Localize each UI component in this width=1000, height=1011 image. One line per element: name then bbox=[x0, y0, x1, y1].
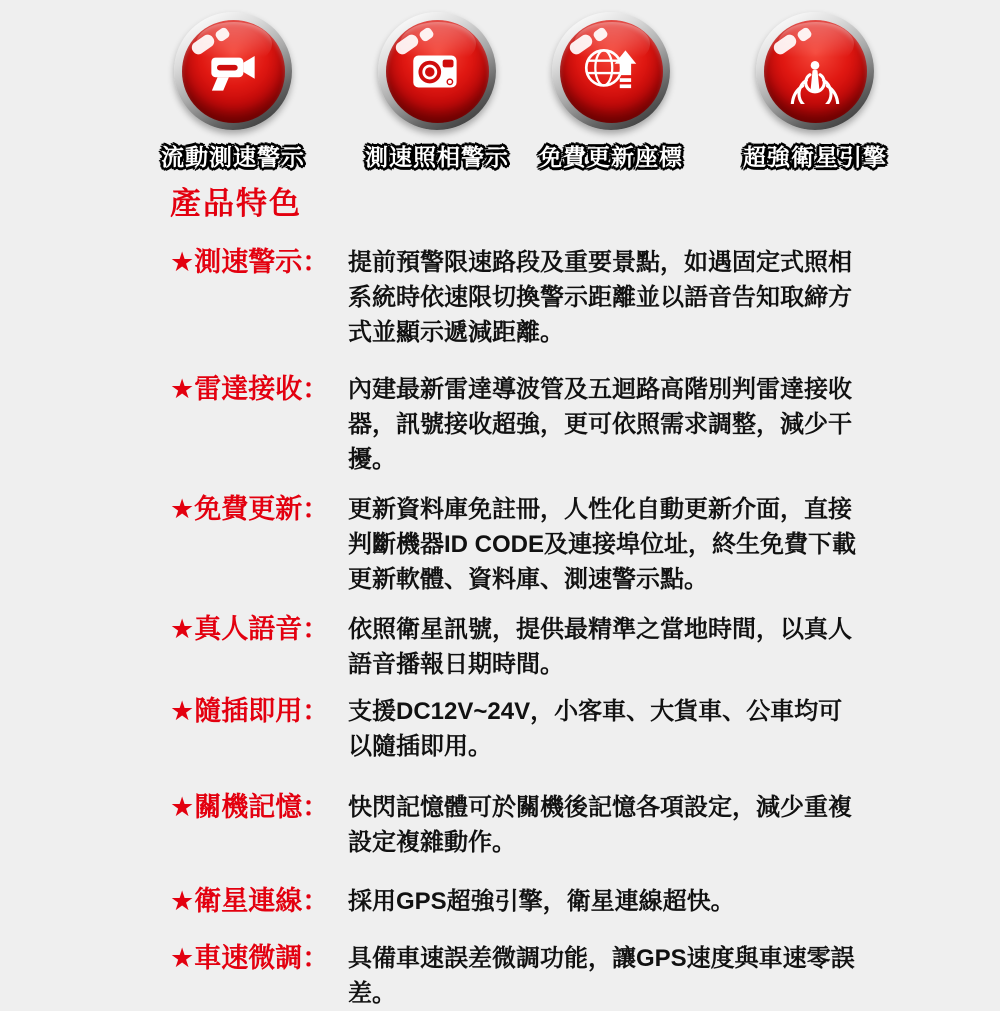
feature-label: ★免費更新： bbox=[170, 494, 330, 524]
feature-description: 內建最新雷達導波管及五迴路高階別判雷達接收器，訊號接收超強，更可依照需求調整，減少干擾。 bbox=[348, 376, 852, 473]
feature-description: 具備車速誤差微調功能，讓GPS速度與車速零誤差。 bbox=[348, 945, 855, 1007]
feature-row-satellite-link bbox=[170, 884, 1000, 919]
badge-free-coordinate-update bbox=[529, 12, 693, 172]
badge-speed-camera-alert bbox=[355, 12, 519, 172]
gloss-shine bbox=[778, 22, 854, 66]
gloss-shine bbox=[574, 22, 650, 66]
gloss-shine bbox=[196, 22, 272, 66]
feature-row-free-update bbox=[170, 492, 1000, 597]
feature-row-speed-alert bbox=[170, 245, 1000, 350]
feature-description: 更新資料庫免註冊，人性化自動更新介面，直接判斷機器ID CODE及連接埠位址，終生免費下載更新軟體、資料庫、測速警示點。 bbox=[348, 496, 857, 593]
feature-description: 提前預警限速路段及重要景點，如遇固定式照相系統時依速限切換警示距離並以語音告知取締方式並顯示遞減距離。 bbox=[348, 249, 852, 346]
chrome-ring bbox=[174, 12, 292, 130]
chrome-ring bbox=[756, 12, 874, 130]
badge-label: 超強衛星引擎 bbox=[743, 144, 887, 170]
feature-label: ★車速微調： bbox=[170, 943, 330, 973]
feature-row-real-voice bbox=[170, 612, 1000, 682]
feature-description: 快閃記憶體可於關機後記憶各項設定，減少重複設定複雜動作。 bbox=[348, 794, 852, 856]
feature-label: ★雷達接收： bbox=[170, 374, 330, 404]
feature-description: 支援DC12V~24V，小客車、大貨車、公車均可以隨插即用。 bbox=[348, 698, 843, 760]
feature-row-speed-trim bbox=[170, 941, 1000, 1011]
feature-list bbox=[170, 245, 1000, 1011]
red-button-face bbox=[560, 20, 663, 123]
feature-row-radar-receive bbox=[170, 372, 1000, 477]
feature-description: 採用GPS超強引擎，衛星連線超快。 bbox=[348, 888, 735, 915]
feature-row-power-off-memory bbox=[170, 790, 1000, 860]
feature-row-plug-and-play bbox=[170, 694, 1000, 764]
feature-label: ★測速警示： bbox=[170, 247, 330, 277]
red-button-face bbox=[764, 20, 867, 123]
badge-label: 測速照相警示 bbox=[365, 144, 509, 170]
red-button-face bbox=[386, 20, 489, 123]
feature-label: ★隨插即用： bbox=[170, 696, 330, 726]
badge-row bbox=[0, 0, 1000, 172]
chrome-ring bbox=[552, 12, 670, 130]
chrome-ring bbox=[378, 12, 496, 130]
badge-label: 流動測速警示 bbox=[161, 144, 305, 170]
page-title: 產品特色 bbox=[170, 186, 302, 221]
red-button-face bbox=[182, 20, 285, 123]
feature-label: ★關機記憶： bbox=[170, 792, 330, 822]
feature-description: 依照衛星訊號，提供最精準之當地時間，以真人語音播報日期時間。 bbox=[348, 616, 852, 678]
feature-label: ★衛星連線： bbox=[170, 886, 330, 916]
feature-label: ★真人語音： bbox=[170, 614, 330, 644]
badge-label: 免費更新座標 bbox=[539, 144, 683, 170]
badge-mobile-speed-alert bbox=[151, 12, 315, 172]
gloss-shine bbox=[400, 22, 476, 66]
badge-satellite-engine bbox=[733, 12, 897, 172]
